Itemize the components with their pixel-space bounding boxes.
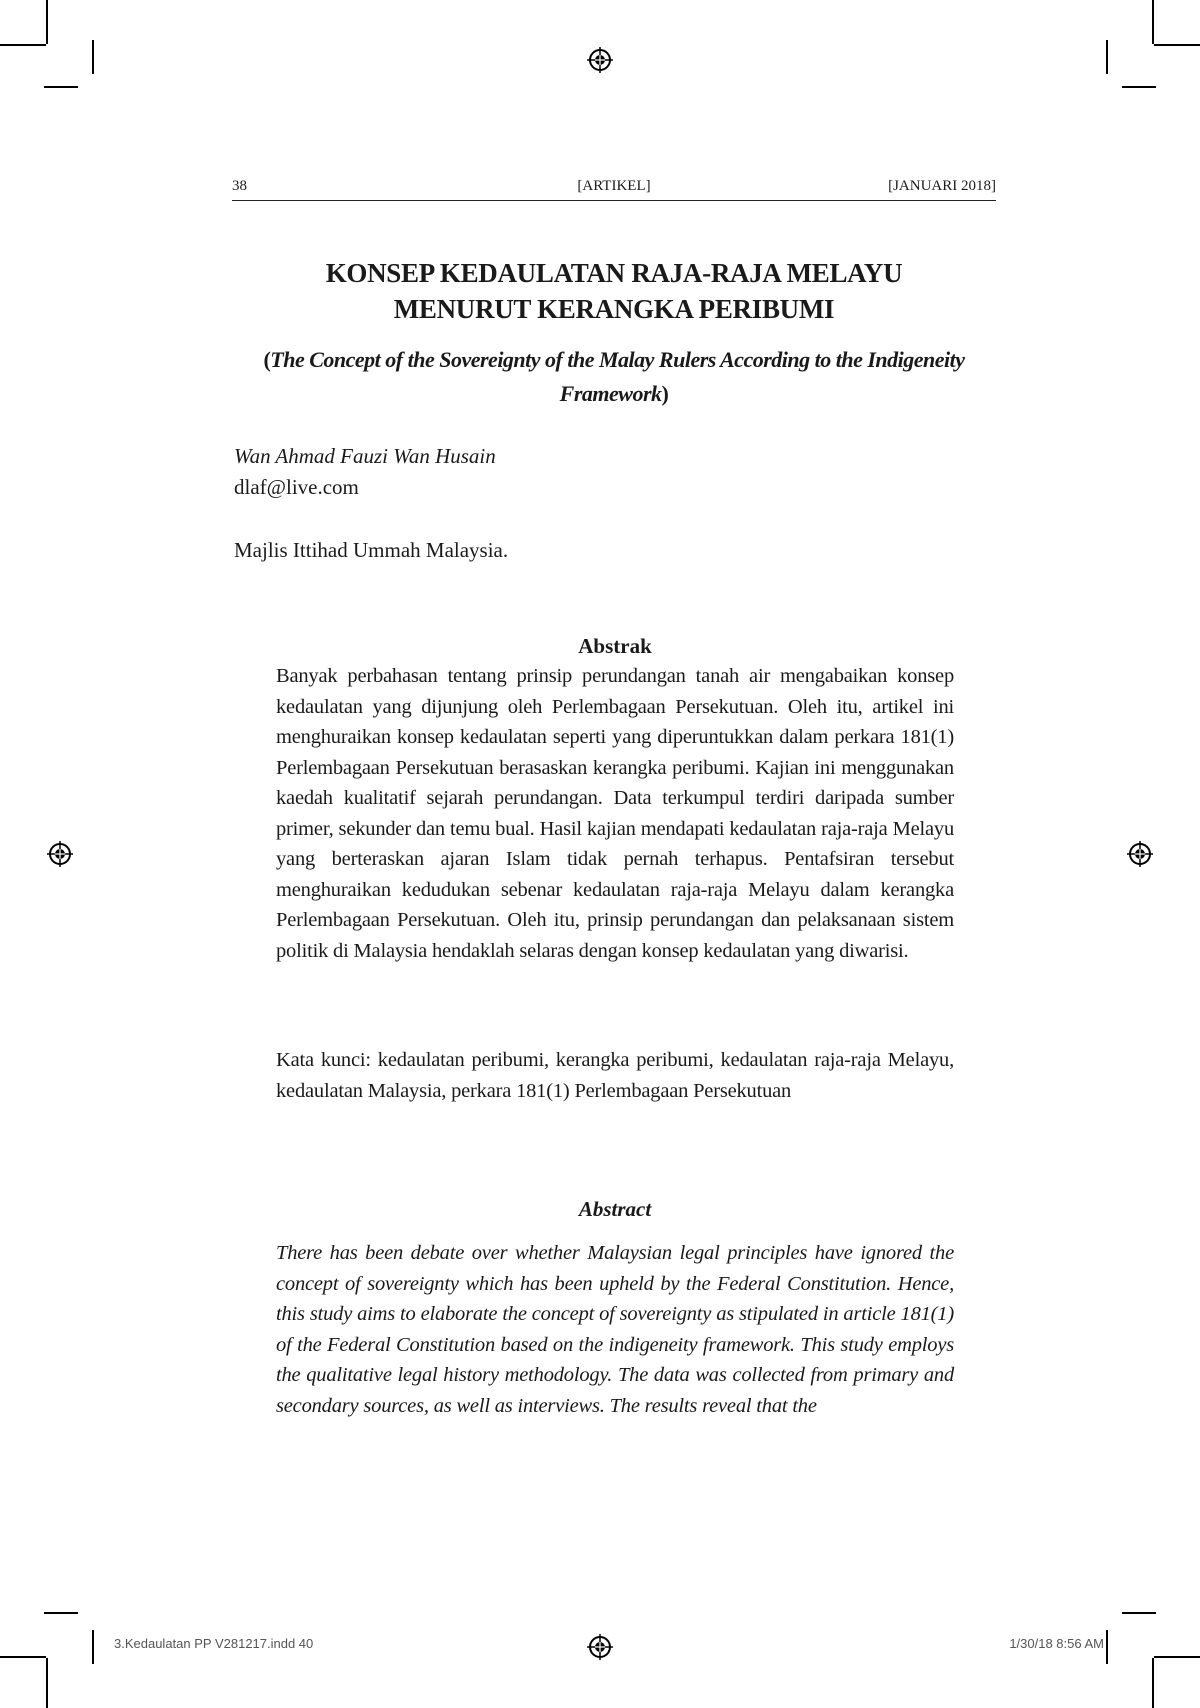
subtitle-english: The Concept of the Sovereignty of the Malay Rulers According to the Indigeneity Framework (270, 347, 965, 406)
title-line-1: KONSEP KEDAULATAN RAJA-RAJA MELAYU (325, 258, 903, 288)
crop-mark (92, 1630, 94, 1664)
crop-mark (46, 0, 48, 44)
crop-mark (1122, 1612, 1156, 1614)
crop-mark (1106, 40, 1108, 74)
author-affiliation: Majlis Ittihad Ummah Malaysia. (234, 538, 509, 562)
abstrak-body: Banyak perbahasan tentang prinsip perundangan tanah air mengabaikan konsep kedaulatan yang dijunjung oleh Perlembagaan Persekutuan. Oleh itu, artikel ini menghuraikan konsep kedaulatan seperti yang diperuntukkan dalam perkara 181(1) Perlembagaan Persekutuan berasaskan kerangka peribumi. Kajian ini menggunakan kaedah kualitatif sejarah perundangan. Data terkumpul terdiri daripada sumber primer, sekunder dan temu bual. Hasil kajian mendapati kedaulatan raja-raja Melayu yang berteraskan ajaran Islam tidak pernah terhapus. Pentafsiran tersebut menghuraikan kedudukan sebenar kedaulatan raja-raja Melayu dalam kerangka Perlembagaan Persekutuan. Oleh itu, prinsip perundangan dan pelaksanaan sistem politik di Malaysia hendaklah selaras dengan konsep kedaulatan yang diwarisi. (276, 665, 954, 962)
author-name: Wan Ahmad Fauzi Wan Husain (234, 444, 496, 468)
crop-mark (0, 1656, 46, 1658)
issue-date: [JANUARI 2018] (888, 178, 996, 194)
crop-mark (0, 44, 46, 46)
article-title (232, 255, 996, 327)
abstrak-heading: Abstrak (578, 634, 652, 658)
crop-mark (1154, 44, 1200, 46)
crop-mark (1152, 1658, 1154, 1708)
article-subtitle: (The Concept of the Sovereignty of the Malay Rulers According to the Indigeneity Framework) (263, 347, 965, 406)
registration-mark-icon (47, 841, 73, 867)
abstract-body: There has been debate over whether Malaysian legal principles have ignored the concept of sovereignty which has been upheld by the Federal Constitution. Hence, this study aims to elaborate the concept of sovereignty as stipulated in article 181(1) of the Federal Constitution based on the indigeneity framework. This study employs the qualitative legal history methodology. The data was collected from primary and secondary sources, as well as interviews. The results reveal that the (276, 1242, 954, 1417)
file-slug: 3.Kedaulatan PP V281217.indd 40 (114, 1636, 314, 1651)
crop-mark (92, 40, 94, 74)
registration-mark-icon (587, 47, 613, 73)
abstract-heading: Abstract (578, 1197, 652, 1221)
registration-mark-icon (587, 1634, 613, 1660)
print-timestamp: 1/30/18 8:56 AM (1009, 1636, 1104, 1651)
title-line-2: MENURUT KERANGKA PERIBUMI (393, 294, 835, 324)
running-head (232, 178, 996, 201)
registration-mark-icon (1127, 841, 1153, 867)
author-email: dlaf@live.com (234, 475, 359, 499)
page-number: 38 (232, 178, 247, 194)
abstrak-keywords: Kata kunci: kedaulatan peribumi, kerangka peribumi, kedaulatan raja-raja Melayu, kedaulatan Malaysia, perkara 181(1) Perlembagaan Persekutuan (276, 1049, 954, 1102)
crop-mark (44, 1612, 78, 1614)
section-label: [ARTIKEL] (577, 178, 651, 194)
crop-mark (46, 1658, 48, 1708)
crop-mark (1106, 1630, 1108, 1664)
crop-mark (1154, 1656, 1200, 1658)
crop-mark (44, 86, 78, 88)
crop-mark (1122, 86, 1156, 88)
crop-mark (1152, 0, 1154, 44)
author-block (234, 441, 496, 503)
